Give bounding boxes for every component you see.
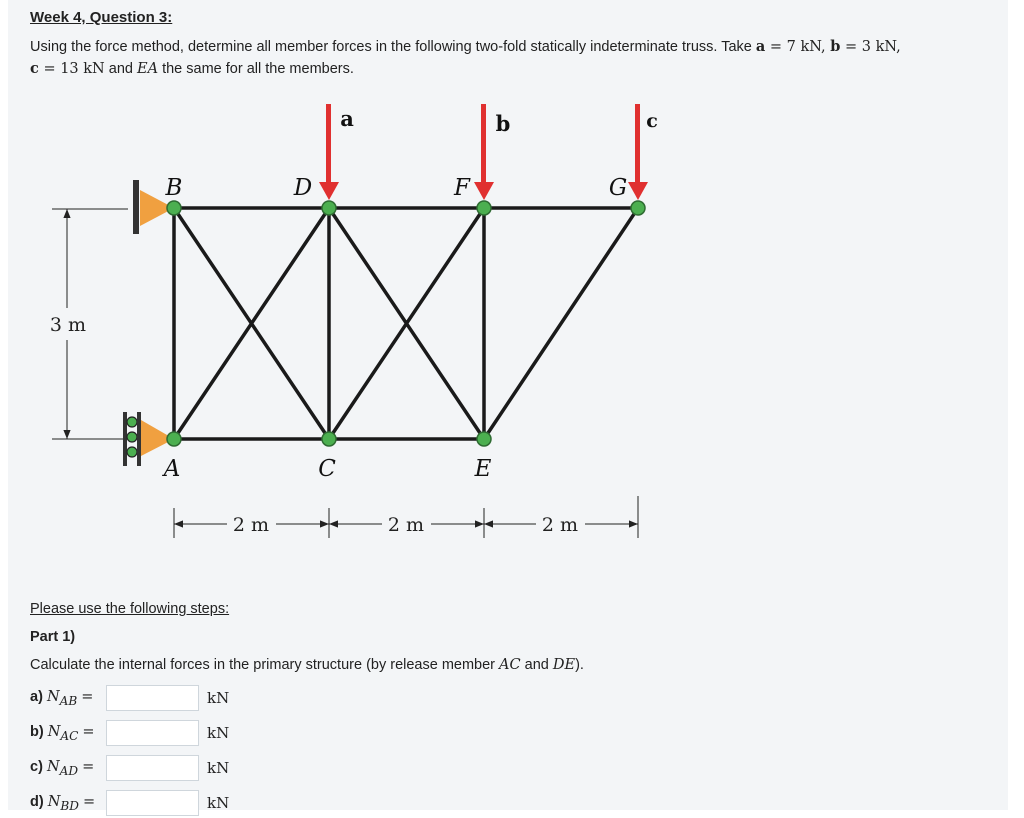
node-label-A: A	[163, 456, 181, 482]
part-label: Part 1)	[30, 629, 76, 645]
load-arrow-b	[474, 104, 494, 200]
height-dim-label: 3 m	[49, 314, 87, 336]
question-text-line2: c = 13 kN and EA the same for all the members.	[30, 60, 354, 77]
member-EG	[484, 208, 638, 439]
answer-input-nac[interactable]	[106, 720, 199, 746]
span-dim-label-3: 2 m	[541, 514, 579, 536]
unit-label-a: kN	[207, 689, 230, 707]
answer-label-d: d) $N_{BD}$ =	[30, 793, 96, 813]
load-label-b: b	[495, 111, 511, 136]
answer-row-b	[30, 718, 229, 748]
answer-input-nad[interactable]	[106, 755, 199, 781]
span-dim-label-1: 2 m	[232, 514, 270, 536]
node-E	[477, 432, 491, 446]
unit-label-c: kN	[207, 759, 230, 777]
unit-label-d: kN	[207, 794, 230, 812]
node-label-F: F	[454, 175, 470, 201]
load-label-a: a	[340, 106, 354, 131]
node-C	[322, 432, 336, 446]
node-G	[631, 201, 645, 215]
question-title: Week 4, Question 3:	[30, 9, 173, 26]
node-label-B: B	[165, 175, 183, 201]
span-dim-label-2: 2 m	[387, 514, 425, 536]
answer-label-a: a) $N_{AB}$ =	[30, 688, 94, 708]
node-B	[167, 201, 181, 215]
load-arrow-a	[319, 104, 339, 200]
part-instructions: Calculate the internal forces in the primary structure (by release member AC and DE).	[30, 657, 584, 673]
node-F	[477, 201, 491, 215]
answer-row-c	[30, 753, 229, 783]
answer-input-nab[interactable]	[106, 685, 199, 711]
node-label-E: E	[474, 456, 492, 482]
unit-label-b: kN	[207, 724, 230, 742]
answer-row-a	[30, 683, 229, 713]
node-label-G: G	[608, 175, 628, 201]
question-text-line1: Using the force method, determine all member forces in the following two-fold statically indeterminate truss. Take a = 7 kN, b = 3 kN,	[30, 38, 901, 55]
node-A	[167, 432, 181, 446]
node-D	[322, 201, 336, 215]
node-label-D: D	[293, 175, 313, 201]
answer-label-b: b) $N_{AC}$ =	[30, 723, 95, 743]
node-label-C: C	[318, 456, 336, 482]
load-label-c: c	[646, 110, 658, 132]
load-arrow-c	[628, 104, 648, 200]
answer-label-c: c) $N_{AD}$ =	[30, 758, 95, 778]
steps-heading: Please use the following steps:	[30, 601, 230, 617]
answer-input-nbd[interactable]	[106, 790, 199, 816]
answer-row-d	[30, 788, 229, 818]
